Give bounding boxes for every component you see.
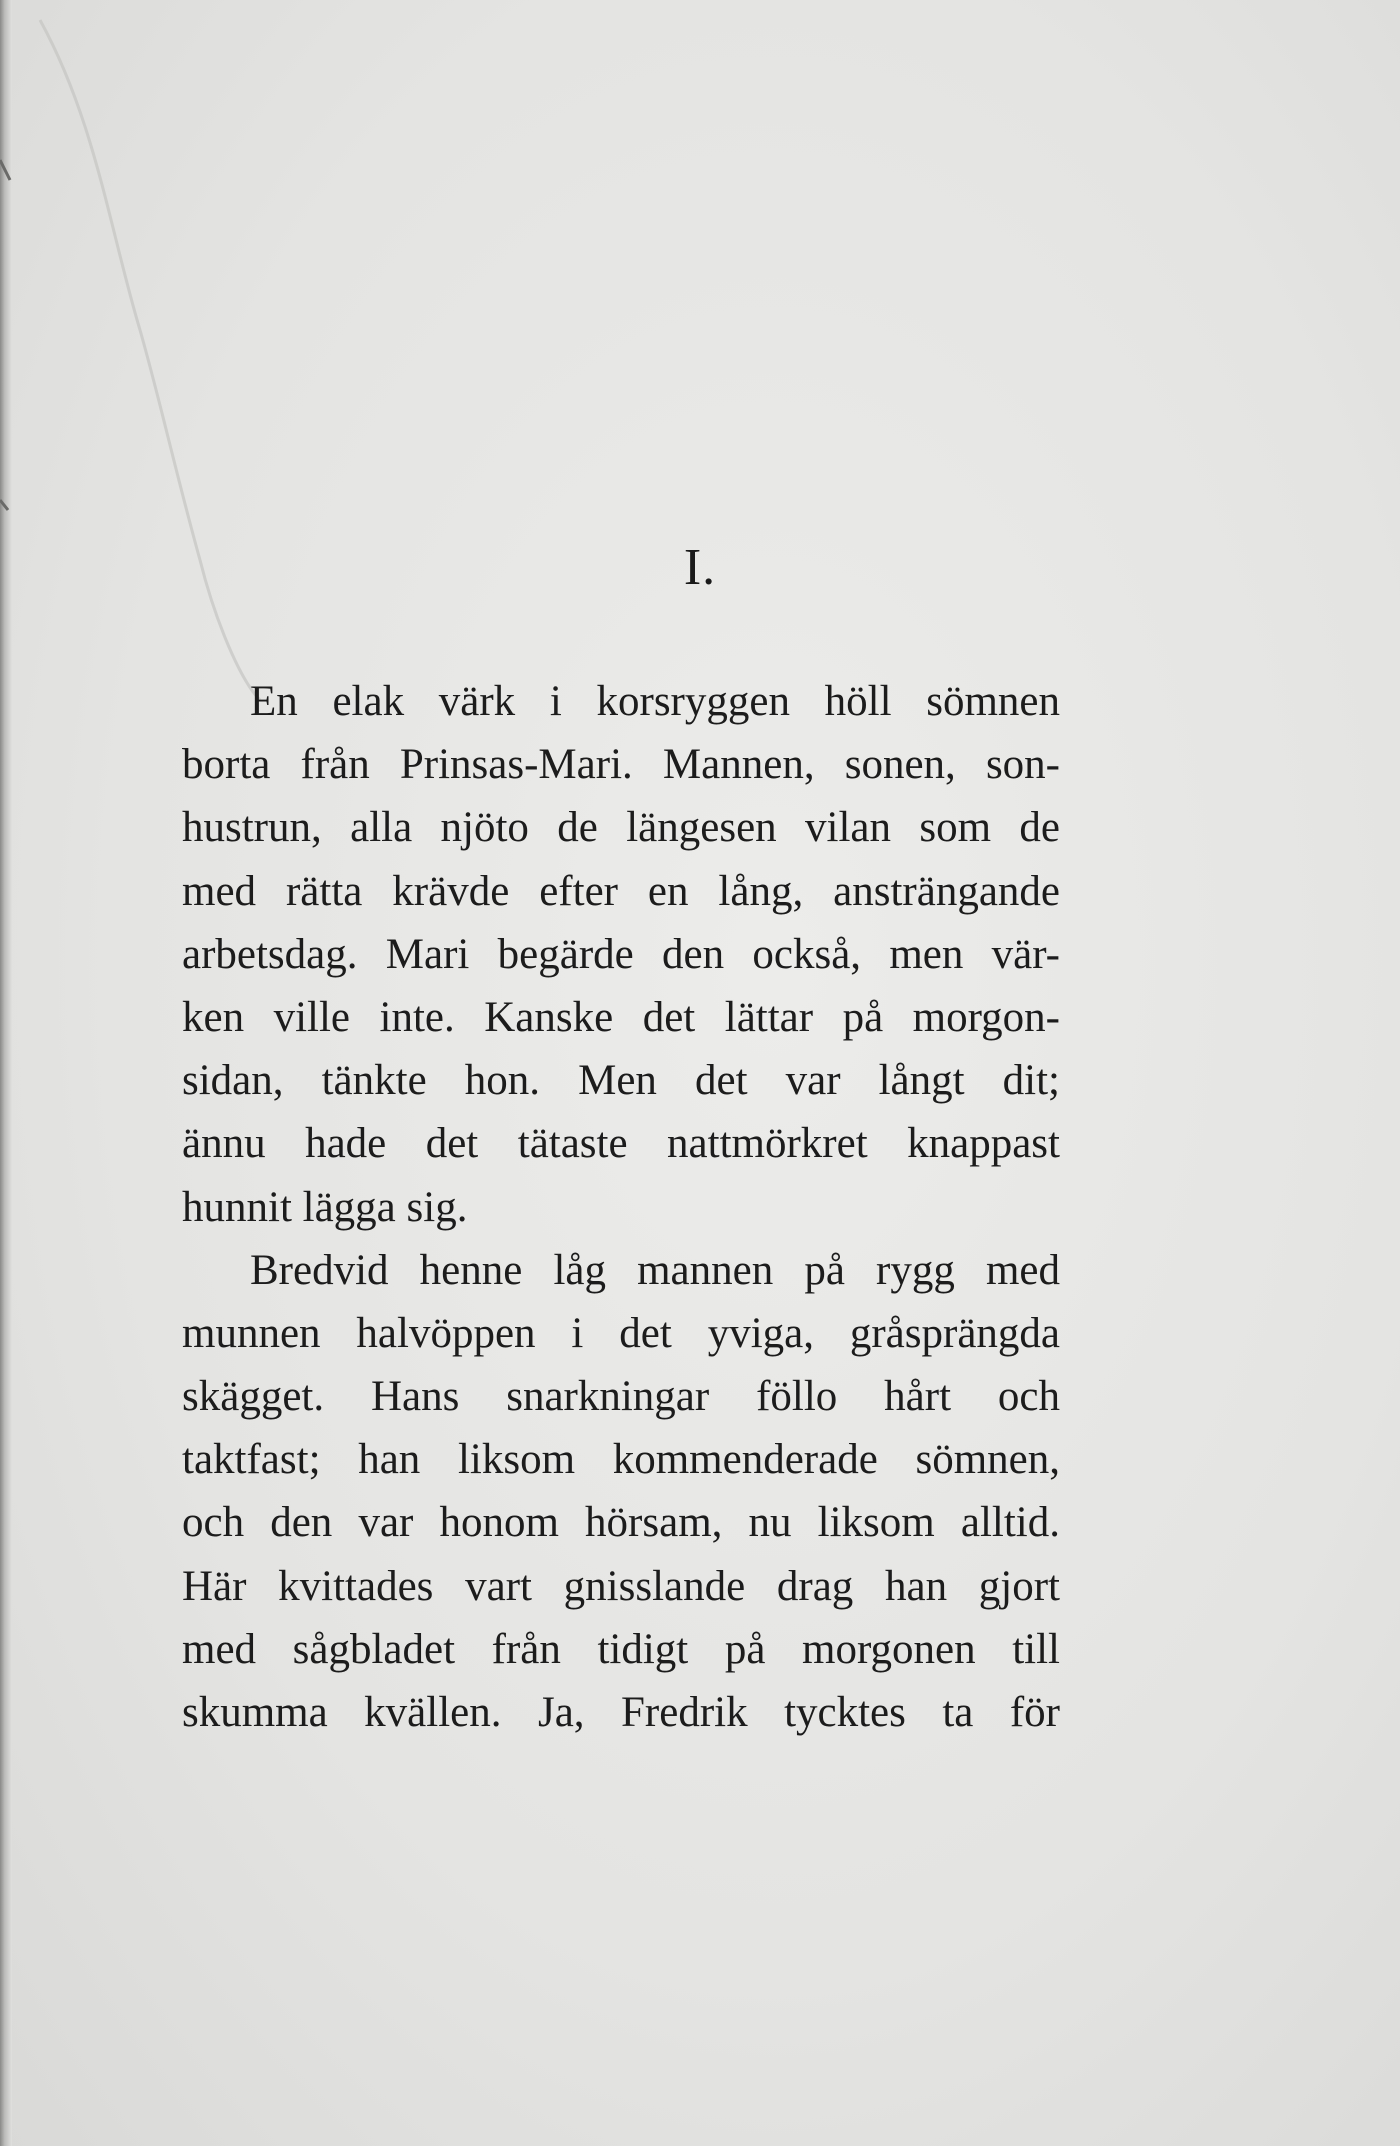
text-line: hustrun, alla njöto de längesen vilan som de — [182, 804, 1060, 852]
text-line: munnen halvöppen i det yviga, gråsprängda — [182, 1309, 1060, 1357]
text-line: skägget. Hans snarkningar föllo hårt och — [182, 1373, 1060, 1421]
text-line: med sågbladet från tidigt på morgonen till — [182, 1625, 1060, 1673]
text-line: Här kvittades vart gnisslande drag han gjort — [182, 1562, 1060, 1610]
text-line: arbetsdag. Mari begärde den också, men vär- — [182, 930, 1060, 978]
chapter-number: I. — [683, 539, 717, 596]
text-line: sidan, tänkte hon. Men det var långt dit; — [182, 1057, 1060, 1105]
text-line: skumma kvällen. Ja, Fredrik tycktes ta för — [182, 1689, 1060, 1736]
text-line: En elak värk i korsryggen höll sömnen — [250, 678, 1060, 725]
text-line: taktfast; han liksom kommenderade sömnen, — [182, 1436, 1060, 1484]
text-line: med rätta krävde efter en lång, ansträngande — [182, 867, 1060, 915]
page-binding-edge — [0, 0, 12, 2146]
text-line: ännu hade det tätaste nattmörkret knappast — [182, 1120, 1060, 1168]
text-line: hunnit lägga sig. — [182, 1183, 468, 1231]
text-line: och den var honom hörsam, nu liksom alltid. — [182, 1499, 1060, 1547]
text-line: Bredvid henne låg mannen på rygg med — [250, 1246, 1060, 1294]
text-line: borta från Prinsas-Mari. Mannen, sonen, son- — [182, 741, 1060, 789]
body-text — [182, 670, 1060, 1744]
text-line: ken ville inte. Kanske det lättar på morgon- — [182, 993, 1060, 1041]
